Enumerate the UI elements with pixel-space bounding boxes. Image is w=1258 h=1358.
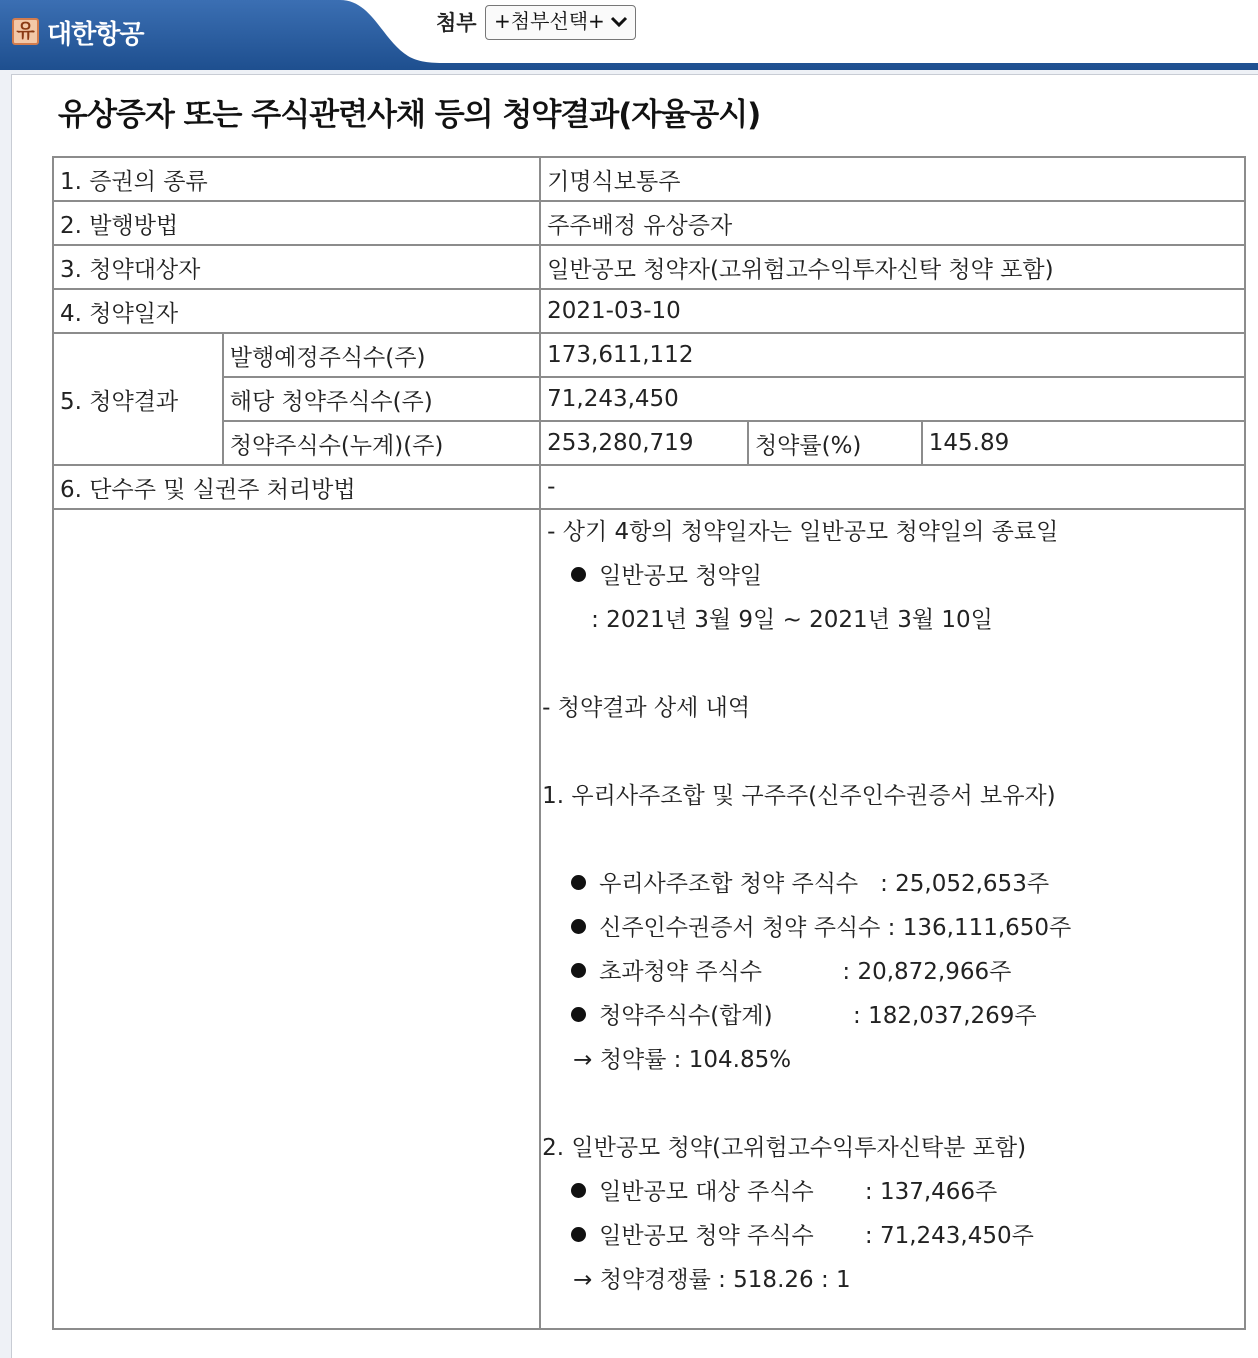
sub-label: 발행예정주식수(주): [223, 333, 540, 377]
table-row: [53, 333, 1245, 377]
bullet-icon: [571, 567, 586, 582]
sub-label: 청약주식수(누계)(주): [223, 421, 540, 465]
bullet-icon: [571, 1227, 586, 1242]
table-row: [53, 201, 1245, 245]
company-name[interactable]: 대한항공: [47, 20, 144, 50]
attachment-select-value: +첨부선택+: [494, 9, 605, 33]
note-line: 일반공모 대상 주식수 : 137,466주: [599, 1179, 998, 1205]
bullet-icon: [571, 875, 586, 890]
disclosure-table: [52, 156, 1246, 1330]
company-badge: 유: [12, 18, 39, 45]
note-line: - 청약결과 상세 내역: [542, 695, 751, 721]
note-cell: [540, 509, 1245, 1329]
note-bullet-line: [541, 994, 1244, 1038]
chevron-down-icon: [610, 15, 628, 29]
bullet-icon: [571, 919, 586, 934]
note-line: → 청약경쟁률 : 518.26 : 1: [573, 1267, 851, 1293]
table-row: [53, 509, 1245, 1329]
note-bullet-line: [541, 862, 1244, 906]
bullet-icon: [571, 1007, 586, 1022]
sub-value: 71,243,450: [540, 377, 1245, 421]
note-line: 청약주식수(합계) : 182,037,269주: [599, 1003, 1037, 1029]
note-line: 일반공모 청약 주식수 : 71,243,450주: [599, 1223, 1034, 1249]
note-line: 신주인수권증서 청약 주식수 : 136,111,650주: [599, 915, 1072, 941]
row-label: 5. 청약결과: [53, 333, 223, 465]
table-row: [53, 377, 1245, 421]
note-line: 일반공모 청약일: [599, 563, 762, 589]
bullet-icon: [571, 963, 586, 978]
table-row: [53, 245, 1245, 289]
note-label-cell: [53, 509, 540, 1329]
note-bullet-line: [541, 906, 1244, 950]
row-value: -: [540, 465, 1245, 509]
bullet-icon: [571, 1183, 586, 1198]
note-bullet-line: [541, 554, 1244, 598]
sub-value: 253,280,719: [540, 421, 748, 465]
note-line: 2. 일반공모 청약(고위험고수익투자신탁분 포함): [542, 1135, 1027, 1161]
note-text: [541, 510, 1244, 1302]
sub-value: 173,611,112: [540, 333, 1245, 377]
row-label: 2. 발행방법: [53, 201, 540, 245]
sub-label: 해당 청약주식수(주): [223, 377, 540, 421]
note-bullet-line: [541, 1214, 1244, 1258]
note-bullet-line: [541, 950, 1244, 994]
note-line: → 청약률 : 104.85%: [573, 1047, 792, 1073]
table-row: [53, 289, 1245, 333]
rate-value: 145.89: [922, 421, 1245, 465]
row-value: 주주배정 유상증자: [540, 201, 1245, 245]
row-label: 3. 청약대상자: [53, 245, 540, 289]
note-line: 초과청약 주식수 : 20,872,966주: [599, 959, 1012, 985]
row-value: 2021-03-10: [540, 289, 1245, 333]
row-value: 기명식보통주: [540, 157, 1245, 201]
table-row: [53, 465, 1245, 509]
note-line: 1. 우리사주조합 및 구주주(신주인수권증서 보유자): [542, 783, 1056, 809]
table-row: [53, 157, 1245, 201]
page-title: 유상증자 또는 주식관련사채 등의 청약결과(자율공시): [58, 97, 761, 133]
attachment-label: 첨부: [436, 11, 477, 35]
note-bullet-line: [541, 1170, 1244, 1214]
table-row: [53, 421, 1245, 465]
attachment-select[interactable]: [485, 5, 636, 40]
note-line: 우리사주조합 청약 주식수 : 25,052,653주: [599, 871, 1050, 897]
note-line: - 상기 4항의 청약일자는 일반공모 청약일의 종료일: [547, 519, 1059, 545]
row-label: 1. 증권의 종류: [53, 157, 540, 201]
rate-label: 청약률(%): [748, 421, 922, 465]
row-label: 4. 청약일자: [53, 289, 540, 333]
top-bar: [0, 0, 1258, 70]
row-label: 6. 단수주 및 실권주 처리방법: [53, 465, 540, 509]
row-value: 일반공모 청약자(고위험고수익투자신탁 청약 포함): [540, 245, 1245, 289]
note-line: : 2021년 3월 9일 ~ 2021년 3월 10일: [591, 607, 993, 633]
